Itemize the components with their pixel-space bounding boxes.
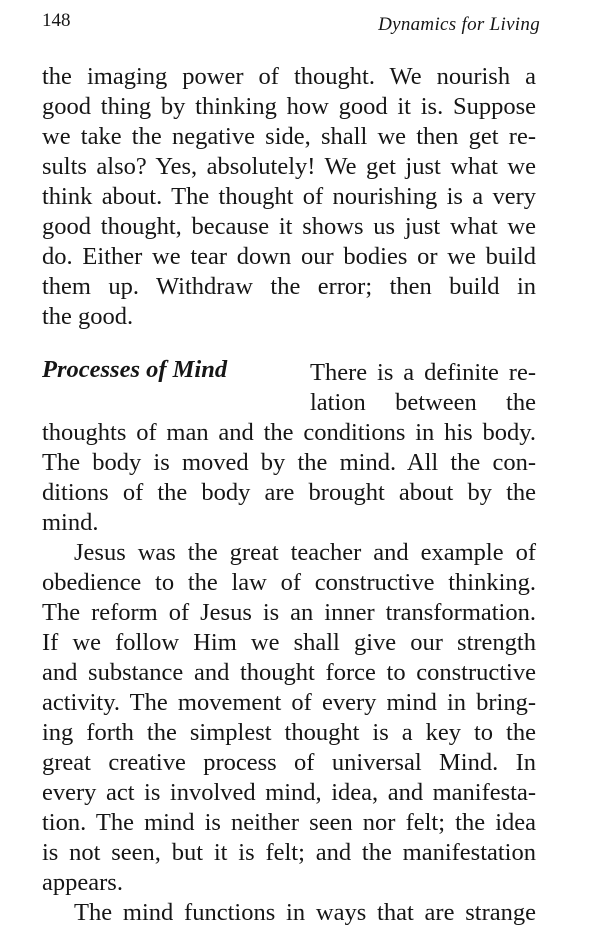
text-line: ditions of the body are brought about by the <box>42 479 536 506</box>
text-line: ing forth the simplest thought is a key to the <box>42 719 536 746</box>
text-line: If we follow Him we shall give our strength <box>42 629 536 656</box>
text-line: them up. Withdraw the error; then build in <box>42 273 536 300</box>
text-line: mind. <box>42 509 99 536</box>
text-line: thoughts of man and the conditions in his body. <box>42 419 536 446</box>
text-line: think about. The thought of nourishing is a very <box>42 183 536 210</box>
text-line: activity. The movement of every mind in bring- <box>42 689 536 716</box>
page-header <box>42 10 540 40</box>
text-line: appears. <box>42 869 123 896</box>
text-line: The mind functions in ways that are strange <box>74 899 536 926</box>
text-line: The reform of Jesus is an inner transformation. <box>42 599 536 626</box>
text-line: There is a definite re- <box>310 359 536 386</box>
text-line: great creative process of universal Mind. In <box>42 749 536 776</box>
text-line: we take the negative side, shall we then get re- <box>42 123 536 150</box>
text-line: good thought, because it shows us just what we <box>42 213 536 240</box>
text-line: the good. <box>42 303 134 330</box>
text-line: good thing by thinking how good it is. Suppose <box>42 93 536 120</box>
text-line: tion. The mind is neither seen nor felt; the idea <box>42 809 536 836</box>
text-line: obedience to the law of constructive thinking. <box>42 569 536 596</box>
section-heading: Processes of Mind <box>42 356 228 383</box>
text-line: is not seen, but it is felt; and the manifestation <box>42 839 536 866</box>
page-number: 148 <box>42 10 71 31</box>
text-line: every act is involved mind, idea, and manifesta- <box>42 779 536 806</box>
text-line: lation between the <box>310 389 536 416</box>
text-line: do. Either we tear down our bodies or we build <box>42 243 536 270</box>
running-title: Dynamics for Living <box>378 14 540 35</box>
text-line: Jesus was the great teacher and example of <box>74 539 536 566</box>
text-line: and substance and thought force to constructive <box>42 659 536 686</box>
text-line: sults also? Yes, absolutely! We get just what we <box>42 153 536 180</box>
text-line: the imaging power of thought. We nourish a <box>42 63 536 90</box>
text-line: The body is moved by the mind. All the con- <box>42 449 536 476</box>
